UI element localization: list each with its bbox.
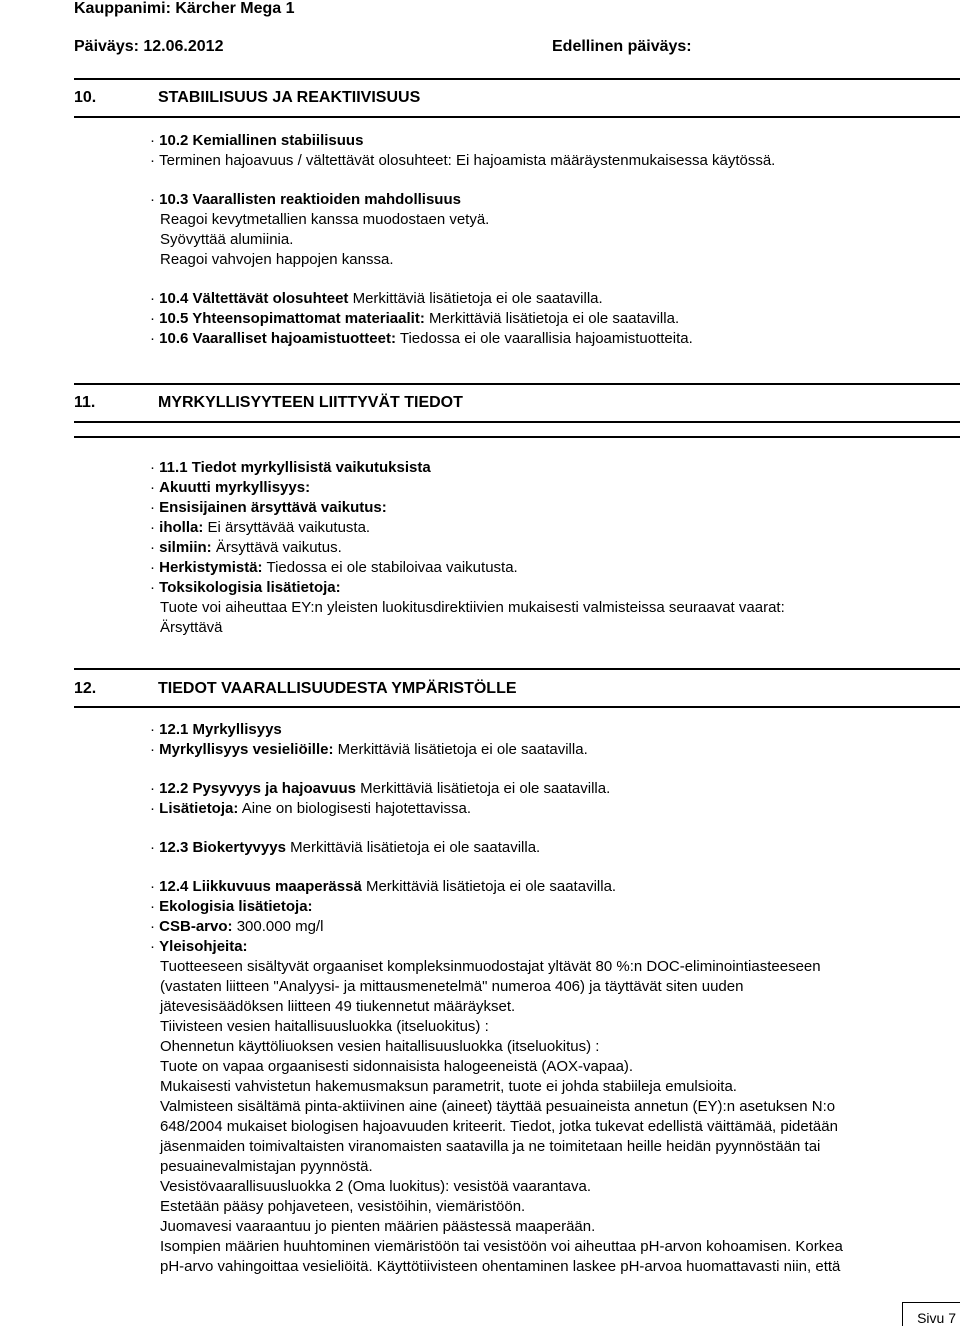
tox-info-label: · Toksikologisia lisätietoja: [150,578,950,598]
tox-info-text: Tuote voi aiheuttaa EY:n yleisten luokitusdirektiivien mukaisesti valmisteissa seuraavat vaarat: [160,599,785,616]
page-number: Sivu 7 [902,1302,960,1326]
primary-irritant: · Ensisijainen ärsyttävä vaikutus: [150,498,950,518]
section-rule-bottom [74,706,960,708]
section-rule-bottom [74,116,960,118]
csb-value: · CSB-arvo: 300.000 mg/l [150,917,950,937]
s111-heading: · 11.1 Tiedot myrkyllisistä vaikutuksista [150,458,950,478]
aquatic-toxicity: · Myrkyllisyys vesieliöille: Merkittäviä lisätietoja ei ole saatavilla. [150,740,950,760]
section-12-body [160,720,950,1277]
previous-date: Edellinen päiväys: [552,38,692,55]
s105: · 10.5 Yhteensopimattomat materiaalit: Merkittäviä lisätietoja ei ole saatavilla. [150,309,950,329]
s102-heading: · 10.2 Kemiallinen stabiilisuus [150,131,950,151]
eye-effect: · silmiin: Ärsyttävä vaikutus. [150,538,950,558]
section-10-body [160,131,950,349]
s103-line-2: Syövyttää alumiinia. [160,231,294,248]
section-rule-top [74,668,960,670]
s121-heading: · 12.1 Myrkyllisyys [150,720,950,740]
tox-info-value: Ärsyttävä [160,619,223,636]
trade-name: Kauppanimi: Kärcher Mega 1 [74,0,295,17]
skin-effect: · iholla: Ei ärsyttävää vaikutusta. [150,518,950,538]
s106: · 10.6 Vaaralliset hajoamistuotteet: Tiedossa ei ole vaarallisia hajoamistuotteita. [150,329,950,349]
section-11-title: 11. MYRKYLLISYYTEEN LIITTYVÄT TIEDOT [74,394,463,411]
sensitization: · Herkistymistä: Tiedossa ei ole stabiloivaa vaikutusta. [150,558,950,578]
s104: · 10.4 Vältettävät olosuhteet Merkittäviä lisätietoja ei ole saatavilla. [150,289,950,309]
acute-toxicity: · Akuutti myrkyllisyys: [150,478,950,498]
section-12-title: 12. TIEDOT VAARALLISUUDESTA YMPÄRISTÖLLE [74,680,517,697]
s122: · 12.2 Pysyvyys ja hajoavuus Merkittäviä lisätietoja ei ole saatavilla. [150,779,950,799]
general-text: Tuotteeseen sisältyvät orgaaniset kompleksinmuodostajat yltävät 80 %:n DOC-eliminointiasteeseen (vastaten liitteen "Analyysi- ja mittausmenetelmä" numeroa 406) ja täyttävät siten uuden jätevesisäädöksen liitteen 49 tiukennetut määräykset. Tiivisteen vesien haitallisuusluokka (itseluokitus) : Ohennetun käyttöliuoksen vesien haitallisuusluokka (itseluokitus) : Tuote on vapaa orgaanisesti sidonnaisista halogeeneistä (AOX-vapaa). Mukaisesti vahvistetun hakemusmaksun parametrit, tuote ei johda stabiileja emulsioita. Valmisteen sisältämä pinta-aktiivinen aine (aineet) täyttää pesuaineista annetun (EY):n asetuksen N:o 648/2004 mukaiset biologisen hajoavuuden kriteerit. Tiedot, jotka tukevat edellistä väittämää, pidetään jäsenmaiden toimivaltaisten viranomaisten saatavilla ja ne toimitetaan heille heidän pyynnöstään tai pesuainevalmistajan pyynnöstä. Vesistövaarallisuusluokka 2 (Oma luokitus): vesistöä vaarantava. Estetään pääsy pohjaveteen, vesistöihin, viemäristöön. Juomavesi vaaraantuu jo pienten määrien päästessä maaperään. Isompien määrien huuhtominen viemäristöön tai vesistöön voi aiheuttaa pH-arvon kohoamisen. Korkea pH-arvo vahingoittaa vesieliöitä. Käyttötiivisteen ohentaminen laskee pH-arvoa huomattavasti niin, että [160,958,843,1275]
section-rule-top [74,78,960,80]
general-label: · Yleisohjeita: [150,937,950,957]
document-date: Päiväys: 12.06.2012 [74,38,224,55]
s103-line-1: Reagoi kevytmetallien kanssa muodostaen vetyä. [160,211,490,228]
s124: · 12.4 Liikkuvuus maaperässä Merkittäviä lisätietoja ei ole saatavilla. [150,877,950,897]
eco-info-label: · Ekologisia lisätietoja: [150,897,950,917]
additional-info: · Lisätietoja: Aine on biologisesti hajotettavissa. [150,799,950,819]
section-11-body [160,458,950,638]
thermal-decomposition: · Terminen hajoavuus / vältettävät olosuhteet: Ei hajoamista määräystenmukaisessa käytössä. [150,151,950,171]
section-rule-top [74,383,960,385]
s123: · 12.3 Biokertyvyys Merkittäviä lisätietoja ei ole saatavilla. [150,838,950,858]
s103-line-3: Reagoi vahvojen happojen kanssa. [160,251,394,268]
section-rule-extra [74,436,960,438]
s103-heading: · 10.3 Vaarallisten reaktioiden mahdollisuus [150,190,950,210]
section-rule-bottom [74,421,960,423]
section-10-title: 10. STABIILISUUS JA REAKTIIVISUUS [74,89,421,106]
